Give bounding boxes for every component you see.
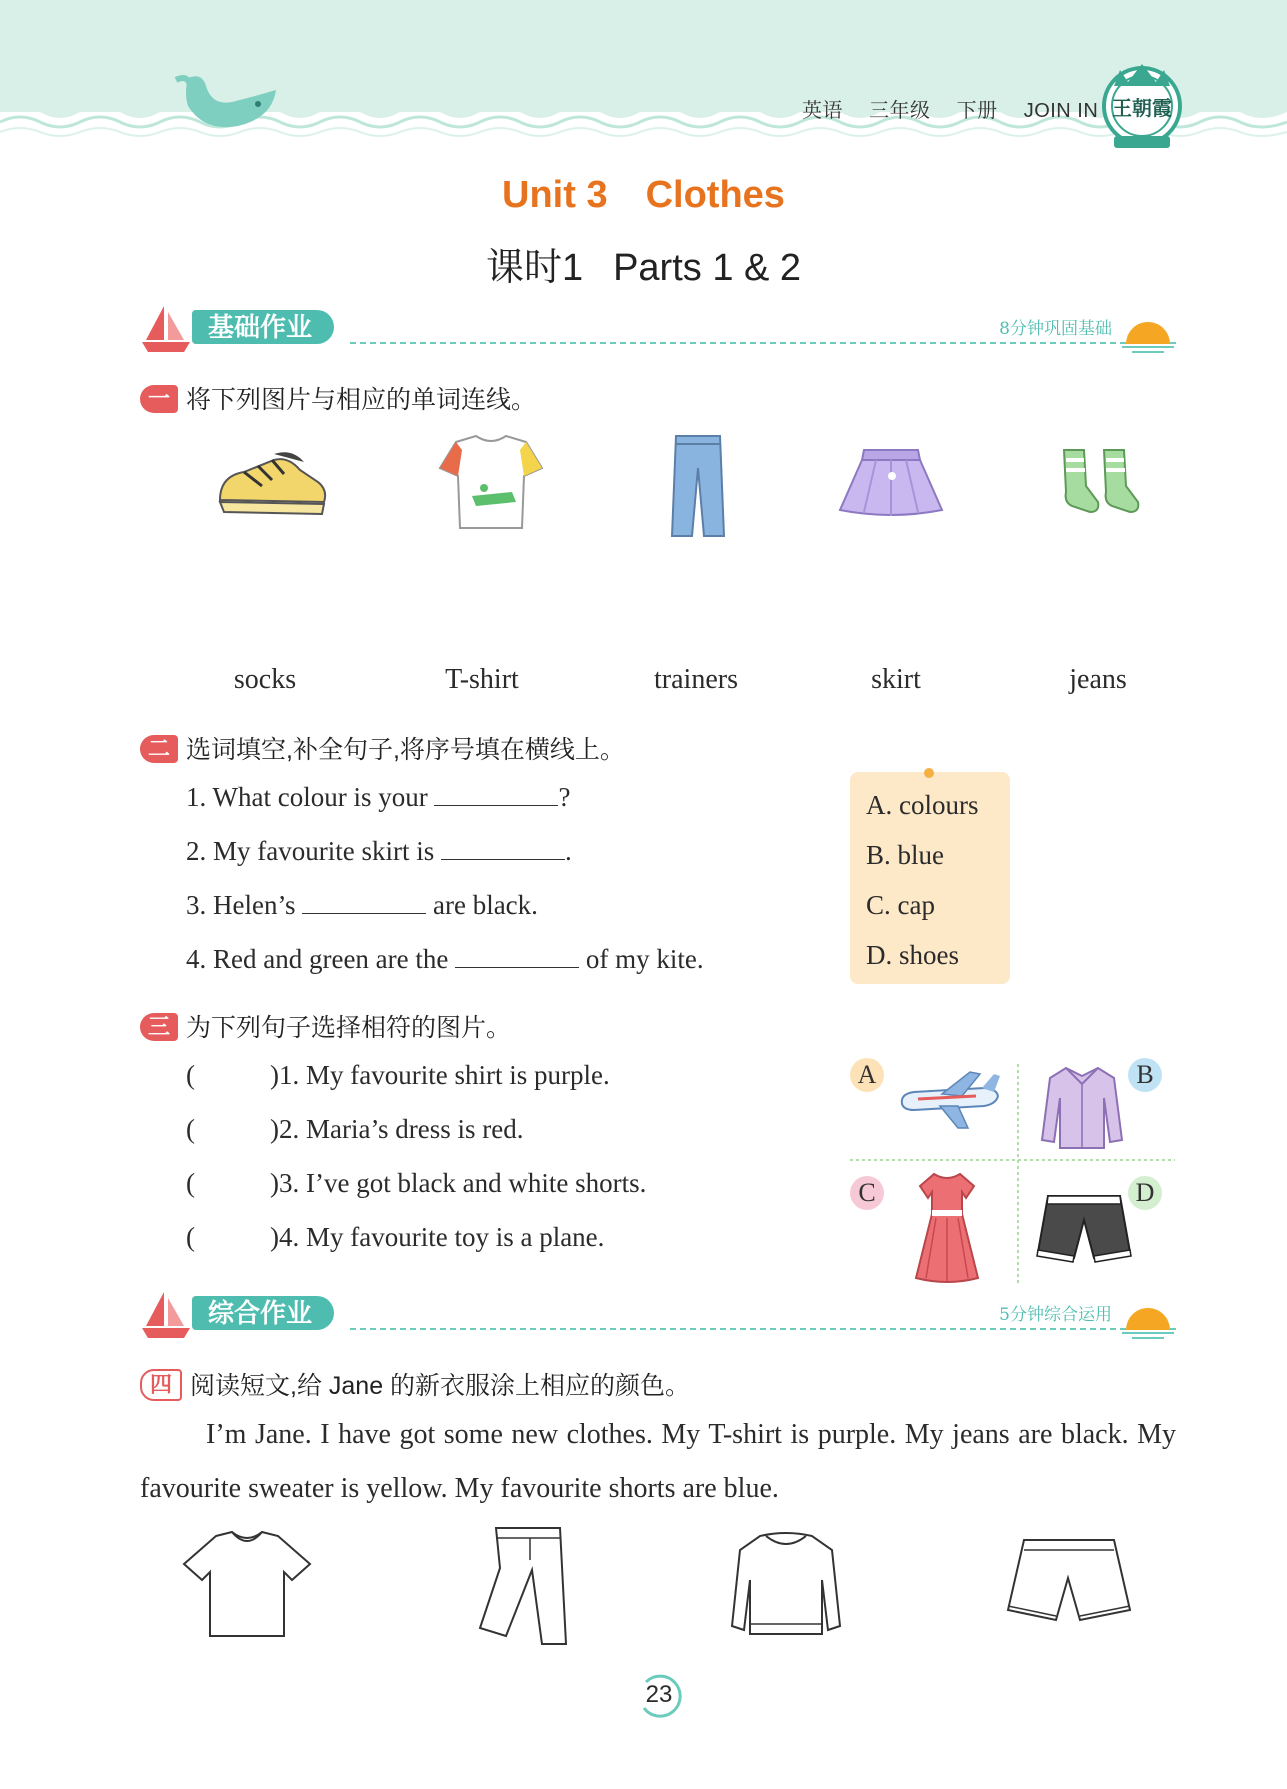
q4-number: 四 bbox=[140, 1369, 182, 1401]
svg-text:王朝霞: 王朝霞 bbox=[1112, 96, 1172, 120]
option-box bbox=[850, 772, 1010, 984]
jeans-outline-icon bbox=[470, 1524, 570, 1648]
sweater-outline-icon bbox=[726, 1530, 846, 1642]
q3-item bbox=[186, 1060, 610, 1091]
q1-word: trainers bbox=[654, 664, 738, 695]
sunset-icon bbox=[1120, 314, 1176, 354]
picture-badge-b bbox=[1128, 1058, 1162, 1092]
badge-letter: D bbox=[1135, 1178, 1155, 1207]
answer-paren[interactable]: ( bbox=[186, 1222, 195, 1252]
answer-blank[interactable] bbox=[455, 947, 579, 968]
header-volume: 下册 bbox=[956, 100, 998, 122]
q1-word: socks bbox=[233, 664, 297, 695]
sunset-icon bbox=[1120, 1300, 1176, 1340]
q1-word: T-shirt bbox=[445, 664, 519, 695]
q1-instruction: 将下列图片与相应的单词连线。 bbox=[186, 386, 537, 414]
q1-number: 一 bbox=[140, 385, 178, 413]
option-item: C. cap bbox=[866, 890, 935, 920]
unit-topic: Clothes bbox=[645, 174, 785, 216]
passage-text: I’m Jane. I have got some new clothes. My T-shirt is purple. My jeans are black. My favourite sweater is yellow. My favourite shorts are blue. bbox=[140, 1419, 1176, 1504]
answer-paren[interactable]: ( bbox=[186, 1168, 195, 1198]
lesson-number: 课时1 bbox=[485, 247, 584, 289]
q3-item bbox=[186, 1168, 646, 1199]
dress-icon bbox=[912, 1170, 982, 1284]
lesson-title bbox=[0, 236, 1287, 291]
option-item: A. colours bbox=[866, 790, 979, 820]
shorts-icon bbox=[1036, 1192, 1132, 1264]
q3-item-text: )2. Maria’s dress is red. bbox=[270, 1114, 524, 1144]
answer-blank[interactable] bbox=[302, 893, 426, 914]
option-item: D. shoes bbox=[866, 940, 959, 970]
section-comprehensive-label: 综合作业 bbox=[192, 1296, 334, 1330]
answer-blank[interactable] bbox=[434, 785, 558, 806]
lesson-parts: Parts 1 & 2 bbox=[613, 247, 802, 289]
t-shirt-icon bbox=[436, 432, 546, 532]
answer-paren[interactable]: ( bbox=[186, 1114, 195, 1144]
q2-sentence bbox=[186, 944, 704, 975]
shirt-icon bbox=[1040, 1064, 1124, 1150]
q3-number: 三 bbox=[140, 1013, 178, 1041]
q2-heading bbox=[140, 730, 625, 766]
q2-sentence-text: . bbox=[564, 836, 572, 866]
q4-heading bbox=[140, 1366, 690, 1402]
section-basic-label: 基础作业 bbox=[192, 310, 334, 344]
q1-word: skirt bbox=[871, 664, 921, 695]
q3-picture-grid bbox=[850, 1056, 1175, 1288]
answer-blank[interactable] bbox=[441, 839, 565, 860]
pin-icon bbox=[924, 768, 934, 778]
page-number-text: 23 bbox=[645, 1681, 673, 1708]
q3-item bbox=[186, 1114, 523, 1145]
q3-item bbox=[186, 1222, 604, 1253]
t-shirt-outline-icon bbox=[180, 1530, 314, 1640]
q3-instruction: 为下列句子选择相符的图片。 bbox=[186, 1014, 512, 1042]
section-comprehensive-note: 5分钟综合运用 bbox=[999, 1305, 1112, 1325]
option-item: B. blue bbox=[866, 840, 944, 870]
section-comprehensive bbox=[140, 1290, 1176, 1340]
q1-word: jeans bbox=[1069, 664, 1127, 695]
picture-badge-a bbox=[850, 1058, 884, 1092]
wave-header-graphic bbox=[0, 0, 1287, 150]
badge-letter: A bbox=[857, 1060, 877, 1089]
picture-badge-c bbox=[850, 1176, 884, 1210]
q2-sentence bbox=[186, 782, 570, 813]
q2-sentence bbox=[186, 836, 572, 867]
q2-sentence-text: 3. Helen’s bbox=[186, 890, 303, 920]
jeans-icon bbox=[666, 432, 730, 540]
sailboat-icon bbox=[140, 304, 192, 354]
q2-number: 二 bbox=[140, 735, 178, 763]
badge-letter: C bbox=[858, 1178, 876, 1207]
answer-paren[interactable]: ( bbox=[186, 1060, 195, 1090]
q2-sentence-text: are black. bbox=[426, 890, 538, 920]
socks-icon bbox=[1058, 446, 1148, 518]
shorts-outline-icon bbox=[1004, 1536, 1134, 1632]
trainers-icon bbox=[214, 442, 330, 522]
section-basic bbox=[140, 304, 1176, 354]
section-basic-note: 8分钟巩固基础 bbox=[999, 319, 1112, 339]
q2-sentence-text: 1. What colour is your bbox=[186, 782, 435, 812]
sailboat-icon bbox=[140, 1290, 192, 1340]
unit-title bbox=[0, 174, 1287, 217]
q1-heading bbox=[140, 380, 536, 416]
unit-number: Unit 3 bbox=[502, 174, 608, 216]
q2-sentence-text: 2. My favourite skirt is bbox=[186, 836, 441, 866]
q3-item-text: )3. I’ve got black and white shorts. bbox=[270, 1168, 647, 1198]
section-divider bbox=[350, 342, 1176, 344]
picture-badge-d bbox=[1128, 1176, 1162, 1210]
header-subject: 英语 bbox=[802, 100, 843, 122]
q2-sentence-text: 4. Red and green are the bbox=[186, 944, 456, 974]
header-grade: 三年级 bbox=[869, 100, 931, 122]
q2-sentence-text: of my kite. bbox=[579, 944, 704, 974]
skirt-icon bbox=[836, 446, 946, 518]
page-number bbox=[636, 1672, 682, 1718]
q3-item-text: )1. My favourite shirt is purple. bbox=[270, 1060, 610, 1090]
badge-letter: B bbox=[1136, 1060, 1154, 1089]
header-meta bbox=[802, 94, 1118, 123]
q2-sentence bbox=[186, 890, 538, 921]
brand-seal-logo bbox=[1100, 56, 1184, 154]
header-series: JOIN IN bbox=[1023, 100, 1099, 122]
section-divider bbox=[350, 1328, 1176, 1330]
q4-instruction: 阅读短文,给 Jane 的新衣服涂上相应的颜色。 bbox=[190, 1372, 691, 1400]
q3-item-text: )4. My favourite toy is a plane. bbox=[270, 1222, 605, 1252]
header-band bbox=[0, 0, 1287, 150]
q2-instruction: 选词填空,补全句子,将序号填在横线上。 bbox=[186, 736, 625, 764]
reading-passage bbox=[140, 1408, 1176, 1516]
q3-heading bbox=[140, 1008, 511, 1044]
plane-icon bbox=[896, 1070, 1002, 1132]
q2-sentence-text: ? bbox=[558, 782, 571, 812]
